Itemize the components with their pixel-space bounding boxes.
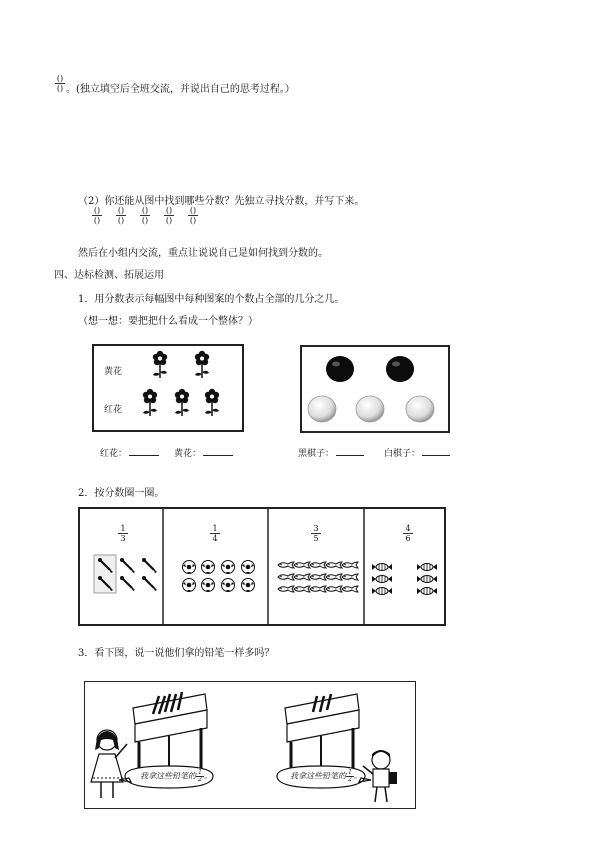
black-piece-shine <box>392 362 400 367</box>
answer-blank[interactable] <box>422 455 450 456</box>
candy <box>372 564 392 571</box>
placeholder-fraction: () () <box>141 206 149 225</box>
section-title: 四、达标检测、拓展运用 <box>54 270 164 281</box>
soccer-ball <box>202 561 215 575</box>
fish <box>294 562 310 568</box>
answer-blank[interactable] <box>336 455 364 456</box>
soccer-ball <box>242 561 255 575</box>
exercise-1: 1．用分数表示每幅图中每种图案的个数占全部的几分之几。 <box>78 294 345 305</box>
pen <box>120 558 135 573</box>
circle-fraction-table <box>78 507 446 626</box>
pen <box>142 576 157 591</box>
soccer-ball <box>222 561 235 575</box>
fish <box>278 574 294 580</box>
boy-figure <box>363 750 397 802</box>
exercise-3: 3．看下图，说一说他们拿的铅笔一样多吗？ <box>78 648 275 659</box>
right-speech-text: 我拿这些铅笔的 $\frac{1}{2}$ 。 <box>290 769 362 783</box>
pen <box>142 558 157 573</box>
black-piece-shine <box>332 362 340 367</box>
fraction-one-third: $\frac{1}{3}$ <box>118 524 128 543</box>
candy <box>417 576 437 583</box>
placeholder-fraction: () () <box>117 206 125 225</box>
soccer-ball <box>242 579 255 593</box>
white-piece <box>356 396 384 422</box>
chess-pieces-picture <box>300 345 450 433</box>
white-piece <box>308 396 336 422</box>
fish <box>342 574 358 580</box>
soccer-ball <box>222 579 235 593</box>
pen-highlight <box>94 555 116 593</box>
candy <box>417 588 437 595</box>
fraction-one-fourth: $\frac{1}{4}$ <box>210 524 220 543</box>
fish <box>294 574 310 580</box>
fish <box>326 562 342 568</box>
pen <box>120 576 135 591</box>
question-2-followup: 然后在小组内交流，重点让说说自己是如何找到分数的。 <box>78 248 328 259</box>
exercise-1-hint: （想一想：要把把什么看成一个整体？） <box>78 316 258 327</box>
fish <box>294 586 310 592</box>
answer-blank[interactable] <box>203 455 233 456</box>
left-speech-text: 我拿这些铅笔的 $\frac{1}{2}$ 。 <box>140 769 212 783</box>
flowers-drawing <box>94 346 242 430</box>
chess-pieces-drawing <box>302 347 448 431</box>
question-2: （2）你还能从图中找到哪些分数？先独立寻找分数，并写下来。 <box>78 196 365 207</box>
fish <box>310 574 326 580</box>
exercise-2: 2．按分数圈一圈。 <box>78 488 165 499</box>
red-flower-answer: 红花： <box>100 446 159 459</box>
fish <box>310 562 326 568</box>
candy <box>372 576 392 583</box>
fish <box>326 586 342 592</box>
placeholder-fraction: () () <box>165 206 173 225</box>
fish <box>342 586 358 592</box>
placeholder-fraction: () () <box>56 74 64 93</box>
black-piece <box>326 356 354 382</box>
candy <box>372 588 392 595</box>
fish <box>310 586 326 592</box>
fish <box>278 562 294 568</box>
placeholder-fraction: () () <box>93 206 101 225</box>
soccer-ball <box>202 579 215 593</box>
pencil-scene-drawing <box>85 682 415 808</box>
fraction-four-sixths: $\frac{4}{6}$ <box>403 524 413 543</box>
soccer-ball <box>183 579 196 593</box>
red-flower <box>205 389 219 416</box>
instruction-text: 。(独立填空后全班交流，并说出自己的思考过程。） <box>66 84 295 95</box>
fish <box>278 586 294 592</box>
black-piece <box>386 356 414 382</box>
girl-figure <box>91 730 127 798</box>
pencil-picture <box>84 681 416 809</box>
circle-table-drawing <box>80 509 444 624</box>
placeholder-fraction: () () <box>189 206 197 225</box>
white-piece <box>406 396 434 422</box>
black-piece-answer: 黑棋子： <box>298 446 364 459</box>
fish <box>326 574 342 580</box>
red-flower <box>143 389 157 416</box>
soccer-ball <box>183 561 196 575</box>
white-piece-answer: 白棋子： <box>384 446 450 459</box>
red-flower <box>175 389 189 416</box>
fraction-three-fifths: $\frac{3}{5}$ <box>311 524 321 543</box>
yellow-flower <box>195 351 209 378</box>
yellow-flower-label: 黄花 <box>104 367 123 377</box>
flower-picture <box>92 344 244 432</box>
yellow-flower-answer: 黄花： <box>174 446 233 459</box>
yellow-flower <box>153 351 167 378</box>
candy <box>417 564 437 571</box>
fish <box>342 562 358 568</box>
answer-blank[interactable] <box>129 455 159 456</box>
red-flower-label: 红花 <box>104 405 123 415</box>
